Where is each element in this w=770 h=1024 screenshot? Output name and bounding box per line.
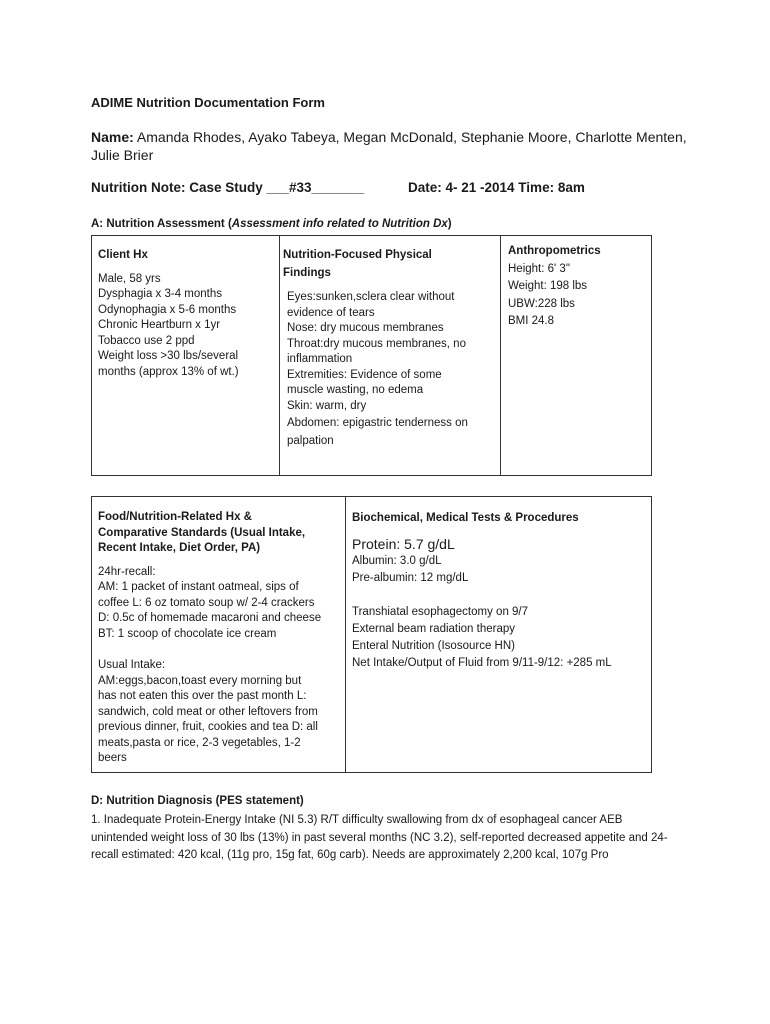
client-hx-line: months (approx 13% of wt.): [98, 365, 239, 378]
physical-findings-heading: Nutrition-Focused Physical: [283, 249, 432, 261]
physical-findings-line: Throat:dry mucous membranes, no: [287, 337, 466, 350]
lab-line: Pre-albumin: 12 mg/dL: [352, 572, 469, 584]
anthropometrics-line: Height: 6' 3": [508, 262, 570, 275]
usual-intake-line: Usual Intake:: [98, 659, 166, 671]
procedure-line: External beam radiation therapy: [352, 623, 516, 635]
date-time: Date: 4- 21 -2014 Time: 8am: [408, 180, 585, 195]
recall-line: D: 0.5c of homemade macaroni and cheese: [98, 612, 322, 624]
anthropometrics-line: BMI 24.8: [508, 315, 555, 327]
physical-findings-line: muscle wasting, no edema: [287, 384, 424, 396]
table-divider: [500, 235, 501, 476]
physical-findings-cell: [283, 248, 497, 449]
biochemical-cell: [352, 510, 648, 672]
table-divider: [345, 496, 346, 773]
names-text: Amanda Rhodes, Ayako Tabeya, Megan McDonald, Stephanie Moore, Charlotte Menten, Julie Brier: [91, 129, 687, 163]
usual-intake-line: has not eaten this over the past month L:: [98, 690, 307, 702]
recall-line: BT: 1 scoop of chocolate ice cream: [98, 627, 277, 640]
food-hx-heading: Comparative Standards (Usual Intake,: [98, 526, 306, 539]
client-hx-line: Dysphagia x 3-4 months: [98, 288, 223, 300]
physical-findings-line: Skin: warm, dry: [287, 399, 367, 412]
form-title: ADIME Nutrition Documentation Form: [91, 95, 325, 110]
procedure-line: Net Intake/Output of Fluid from 9/11-9/12: +285 mL: [352, 657, 612, 669]
client-hx-cell: [98, 248, 276, 380]
protein-value: Protein: 5.7 g/dL: [352, 536, 455, 552]
procedure-line: Enteral Nutrition (Isosource HN): [352, 640, 515, 652]
anthropometrics-cell: [508, 243, 648, 331]
section-a-heading: A: Nutrition Assessment (Assessment info related to Nutrition Dx): [91, 218, 452, 230]
client-hx-line: Chronic Heartburn x 1yr: [98, 319, 221, 331]
physical-findings-line: inflammation: [287, 353, 353, 365]
physical-findings-line: Extremities: Evidence of some: [287, 368, 442, 381]
usual-intake-line: meats,pasta or rice, 2-3 vegetables, 1-2: [98, 736, 301, 749]
physical-findings-line: Eyes:sunken,sclera clear without: [287, 291, 455, 303]
client-hx-line: Male, 58 yrs: [98, 272, 161, 285]
recall-line: coffee L: 6 oz tomato soup w/ 2-4 crackers: [98, 596, 315, 609]
client-hx-heading: Client Hx: [98, 249, 148, 261]
usual-intake-line: sandwich, cold meat or other leftovers from: [98, 705, 318, 718]
usual-intake-line: previous dinner, fruit, cookies and tea D: all: [98, 721, 318, 733]
food-hx-heading: Recent Intake, Diet Order, PA): [98, 542, 261, 554]
recall-line: 24hr-recall:: [98, 565, 156, 578]
client-hx-line: Tobacco use 2 ppd: [98, 334, 195, 347]
food-hx-cell: [98, 510, 342, 767]
nutrition-diagnosis-text: 1. Inadequate Protein-Energy Intake (NI 5.3) R/T difficulty swallowing from dx of esophageal cancer AEB unintended weight loss of 30 lbs (13%) in past several months (NC 3.2), self-reported decreased appetite and 24-recall estimated: 420 kcal, (11g pro, 15g fat, 60g carb). Needs are approximately 2,200 kcal, 107g Pro: [91, 814, 668, 861]
recall-line: AM: 1 packet of instant oatmeal, sips of: [98, 581, 299, 593]
anthropometrics-line: UBW:228 lbs: [508, 297, 575, 310]
name-label: Name:: [91, 129, 134, 145]
client-hx-line: Odynophagia x 5-6 months: [98, 303, 237, 316]
biochemical-heading: Biochemical, Medical Tests & Procedures: [352, 512, 579, 524]
food-hx-heading: Food/Nutrition-Related Hx &: [98, 511, 252, 523]
usual-intake-line: AM:eggs,bacon,toast every morning but: [98, 674, 302, 687]
usual-intake-line: beers: [98, 752, 127, 764]
physical-findings-line: Abdomen: epigastric tenderness on: [287, 417, 468, 429]
section-d-heading: D: Nutrition Diagnosis (PES statement): [91, 795, 304, 807]
physical-findings-line: Nose: dry mucous membranes: [287, 322, 444, 334]
anthropometrics-line: Weight: 198 lbs: [508, 280, 588, 292]
physical-findings-line: palpation: [287, 434, 334, 447]
client-hx-line: Weight loss >30 lbs/several: [98, 350, 239, 362]
physical-findings-line: evidence of tears: [287, 306, 375, 319]
names-line: [91, 128, 711, 164]
anthropometrics-heading: Anthropometrics: [508, 245, 601, 257]
table-divider: [279, 235, 280, 476]
lab-line: Albumin: 3.0 g/dL: [352, 555, 442, 567]
procedure-line: Transhiatal esophagectomy on 9/7: [352, 606, 529, 618]
nutrition-note: Nutrition Note: Case Study ___#33_______: [91, 180, 365, 195]
physical-findings-heading: Findings: [283, 266, 331, 279]
